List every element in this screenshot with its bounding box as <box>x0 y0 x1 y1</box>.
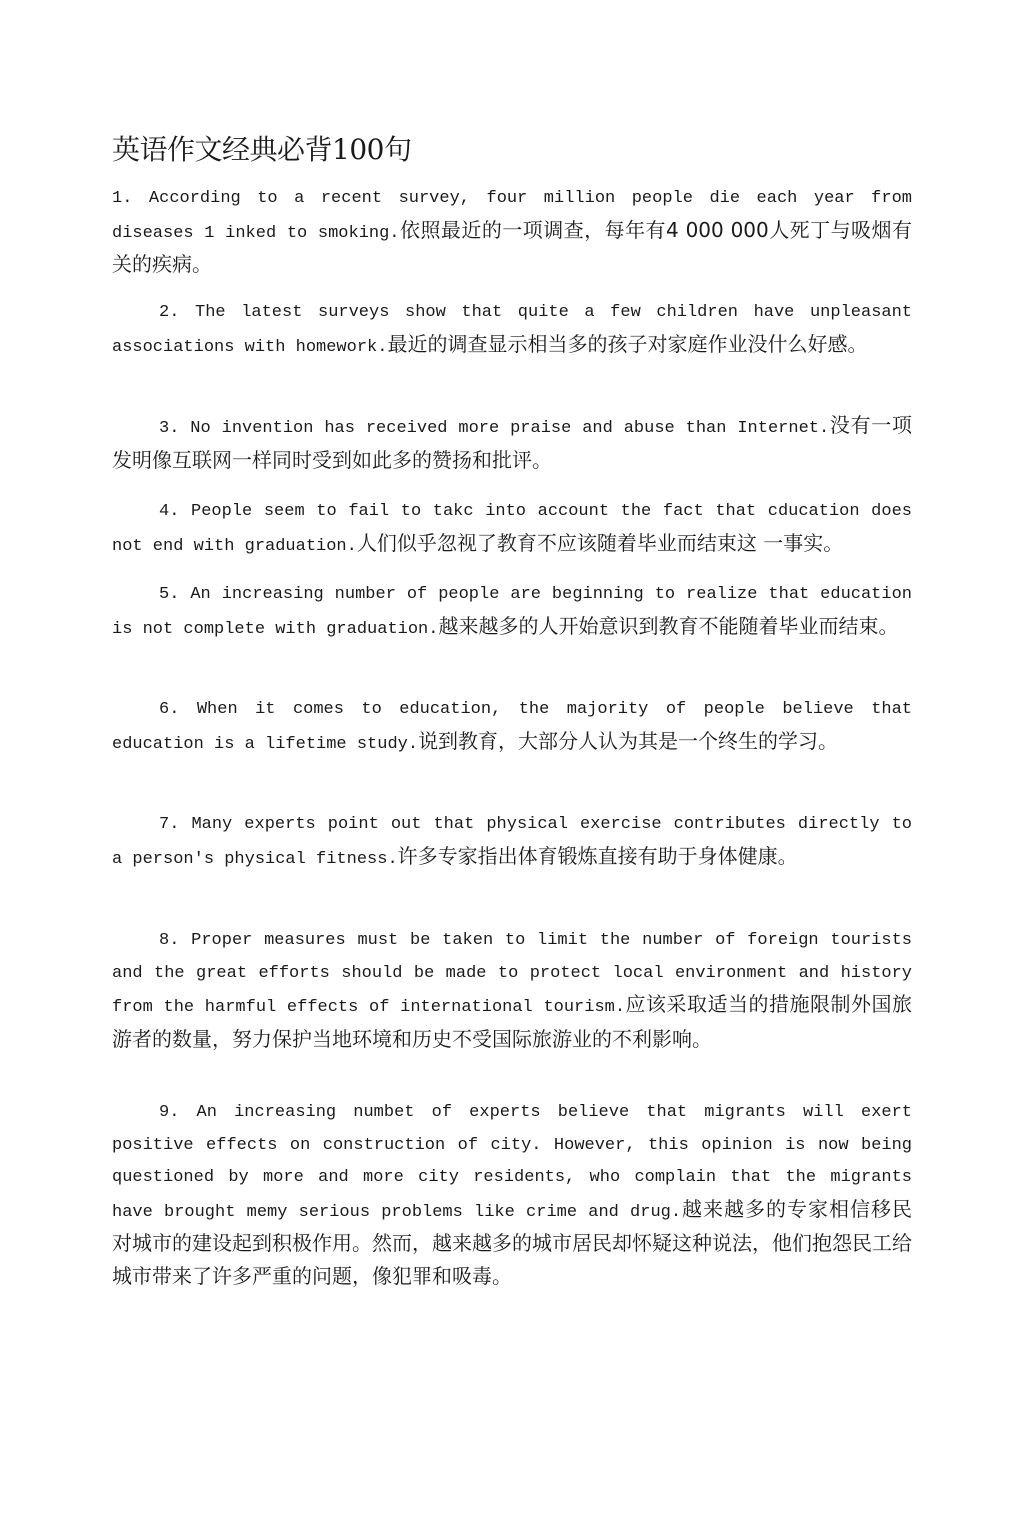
sentence-2-english: 2. The latest surveys show that quite a few children have unpleasant associations with homework. <box>112 303 912 357</box>
sentence-6-english: 6. When it comes to education, the majority of people believe that education is a lifetime study. <box>112 700 912 754</box>
sentence-8-english: 8. Proper measures must be taken to limit the number of foreign tourists and the great efforts should be made to protect local environment and history from the harmful effects of international tourism. <box>112 931 912 1017</box>
sentence-7-chinese: 许多专家指出体育锻炼直接有助于身体健康。 <box>397 843 798 868</box>
sentence-5-chinese: 越来越多的人开始意识到教育不能随着毕业而结束。 <box>438 613 899 638</box>
sentence-9-chinese: 越来越多的专家相信移民对城市的建设起到积极作用。然而，越来越多的城市居民却怀疑这种说法，他们抱怨民工给城市带来了许多严重的问题，像犯罪和吸毒。 <box>112 1196 913 1288</box>
sentence-1 <box>112 182 912 282</box>
sentence-3-chinese: 没有一项发明像互联网一样同时受到如此多的赞扬和批评。 <box>112 413 913 472</box>
sentence-1-english: 1. According to a recent survey, four million people die each year from diseases 1 inked to smoking. <box>112 189 912 243</box>
sentence-5-english: 5. An increasing number of people are beginning to realize that education is not complete with graduation. <box>112 585 912 639</box>
sentence-1-chinese: 依照最近的一项调查，每年有4 000 000人死丁与吸烟有关的疾病。 <box>112 217 912 276</box>
sentence-2-chinese: 最近的调查显示相当多的孩子对家庭作业没什么好感。 <box>387 331 868 356</box>
sentence-3-english: 3. No invention has received more praise and abuse than Internet. <box>159 419 830 438</box>
sentence-6-chinese: 说到教育，大部分人认为其是一个终生的学习。 <box>418 728 839 753</box>
document-title: 英语作文经典必背100句 <box>112 133 412 166</box>
sentence-8 <box>112 924 912 1056</box>
sentence-9-english: 9. An increasing numbet of experts believe that migrants will exert positive effects on construction of city. However, this opinion is now being questioned by more and more city residents, who complain that the migrants have brought memy serious problems like crime and drug. <box>112 1103 912 1222</box>
sentence-7 <box>112 808 912 875</box>
sentence-4-chinese: 人们似乎忽视了教育不应该随着毕业而结束这 一事实。 <box>356 530 844 555</box>
sentence-8-chinese: 应该采取适当的措施限制外国旅游者的数量，努力保护当地环境和历史不受国际旅游业的不利影响。 <box>112 992 912 1051</box>
sentence-3 <box>112 410 912 477</box>
sentence-7-english: 7. Many experts point out that physical exercise contributes directly to a person's physical fitness. <box>112 815 912 869</box>
sentence-4-english: 4. People seem to fail to takc into account the fact that cducation does not end with graduation. <box>112 502 912 556</box>
sentence-4 <box>112 495 912 562</box>
sentence-9 <box>112 1096 912 1293</box>
sentence-2 <box>112 296 912 363</box>
sentence-6 <box>112 693 912 760</box>
sentence-5 <box>112 578 912 645</box>
